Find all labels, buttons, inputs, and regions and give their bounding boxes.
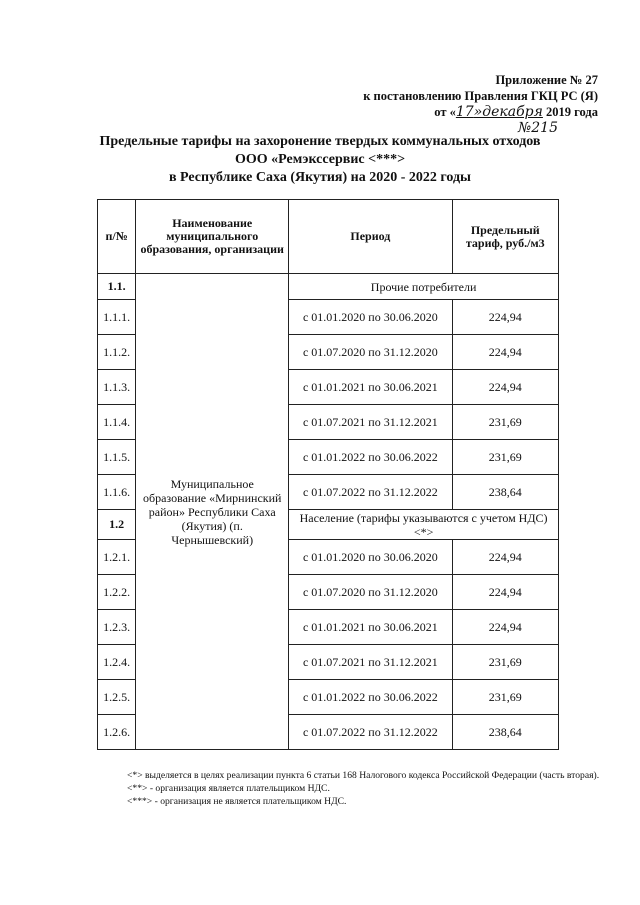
appendix-title: Приложение № 27 (495, 73, 598, 87)
header-period: Период (289, 200, 452, 274)
row-tariff: 224,94 (452, 575, 558, 610)
row-period: с 01.01.2020 по 30.06.2020 (289, 300, 452, 335)
row-period: с 01.01.2021 по 30.06.2021 (289, 610, 452, 645)
row-period: с 01.07.2021 по 31.12.2021 (289, 405, 452, 440)
row-period: с 01.07.2022 по 31.12.2022 (289, 715, 452, 750)
row-num: 1.2.5. (98, 680, 136, 715)
row-tariff: 238,64 (452, 475, 558, 510)
row-num: 1.1.1. (98, 300, 136, 335)
group-num: 1.2 (98, 510, 136, 540)
date-year: 2019 года (546, 105, 598, 119)
group-label: Прочие потребители (289, 274, 559, 300)
row-tariff: 224,94 (452, 610, 558, 645)
row-tariff: 224,94 (452, 370, 558, 405)
row-tariff: 231,69 (452, 405, 558, 440)
row-num: 1.2.4. (98, 645, 136, 680)
row-period: с 01.07.2020 по 31.12.2020 (289, 575, 452, 610)
row-num: 1.2.1. (98, 540, 136, 575)
row-num: 1.1.6. (98, 475, 136, 510)
header-organization: Наименование муниципального образования, организации (136, 200, 289, 274)
resolution-number-handwritten: №215 (518, 120, 558, 136)
row-num: 1.1.3. (98, 370, 136, 405)
group-label: Население (тарифы указываются с учетом НДС) <*> (289, 510, 559, 540)
row-period: с 01.01.2021 по 30.06.2021 (289, 370, 452, 405)
group-num: 1.1. (98, 274, 136, 300)
header-tariff: Предельный тариф, руб./м3 (452, 200, 558, 274)
header-num: п/№ (98, 200, 136, 274)
footnote-1: <*> выделяется в целях реализации пункта 6 статьи 168 Налогового кодекса Российской Федерации (часть вторая). (127, 770, 600, 781)
document-title (40, 133, 600, 187)
row-period: с 01.01.2020 по 30.06.2020 (289, 540, 452, 575)
appendix-resolution: к постановлению Правления ГКЦ РС (Я) (363, 89, 598, 103)
row-period: с 01.01.2022 по 30.06.2022 (289, 680, 452, 715)
row-num: 1.1.5. (98, 440, 136, 475)
row-tariff: 238,64 (452, 715, 558, 750)
footnote-3: <***> - организация не является плательщиком НДС. (127, 796, 347, 807)
row-tariff: 231,69 (452, 440, 558, 475)
row-num: 1.2.2. (98, 575, 136, 610)
title-line-3: в Республике Саха (Якутия) на 2020 - 2022 годы (168, 170, 471, 185)
row-tariff: 231,69 (452, 680, 558, 715)
row-tariff: 224,94 (452, 335, 558, 370)
row-num: 1.1.2. (98, 335, 136, 370)
row-period: с 01.07.2022 по 31.12.2022 (289, 475, 452, 510)
row-period: с 01.07.2021 по 31.12.2021 (289, 645, 452, 680)
tariff-table (97, 199, 559, 750)
row-num: 1.2.3. (98, 610, 136, 645)
date-day-handwritten: 17 (455, 104, 474, 120)
row-num: 1.2.6. (98, 715, 136, 750)
footnotes (80, 769, 600, 808)
appendix-header (278, 72, 598, 136)
date-month-handwritten: »декабря (473, 104, 543, 120)
row-tariff: 224,94 (452, 540, 558, 575)
row-tariff: 231,69 (452, 645, 558, 680)
date-prefix: от « (434, 105, 456, 119)
footnote-2: <**> - организация является плательщиком НДС. (127, 783, 330, 794)
appendix-date (278, 104, 598, 120)
row-tariff: 224,94 (452, 300, 558, 335)
row-period: с 01.07.2020 по 31.12.2020 (289, 335, 452, 370)
row-period: с 01.01.2022 по 30.06.2022 (289, 440, 452, 475)
title-line-1: Предельные тарифы на захоронение твердых коммунальных отходов (99, 134, 541, 149)
organization-cell: Муниципальное образование «Мирнинский район» Республики Саха (Якутия) (п. Чернышевский) (136, 274, 289, 750)
title-line-2: ООО «Ремэкссервис <***> (234, 152, 406, 167)
group-row-other-consumers (98, 274, 559, 300)
row-num: 1.1.4. (98, 405, 136, 440)
table-header-row (98, 200, 559, 274)
